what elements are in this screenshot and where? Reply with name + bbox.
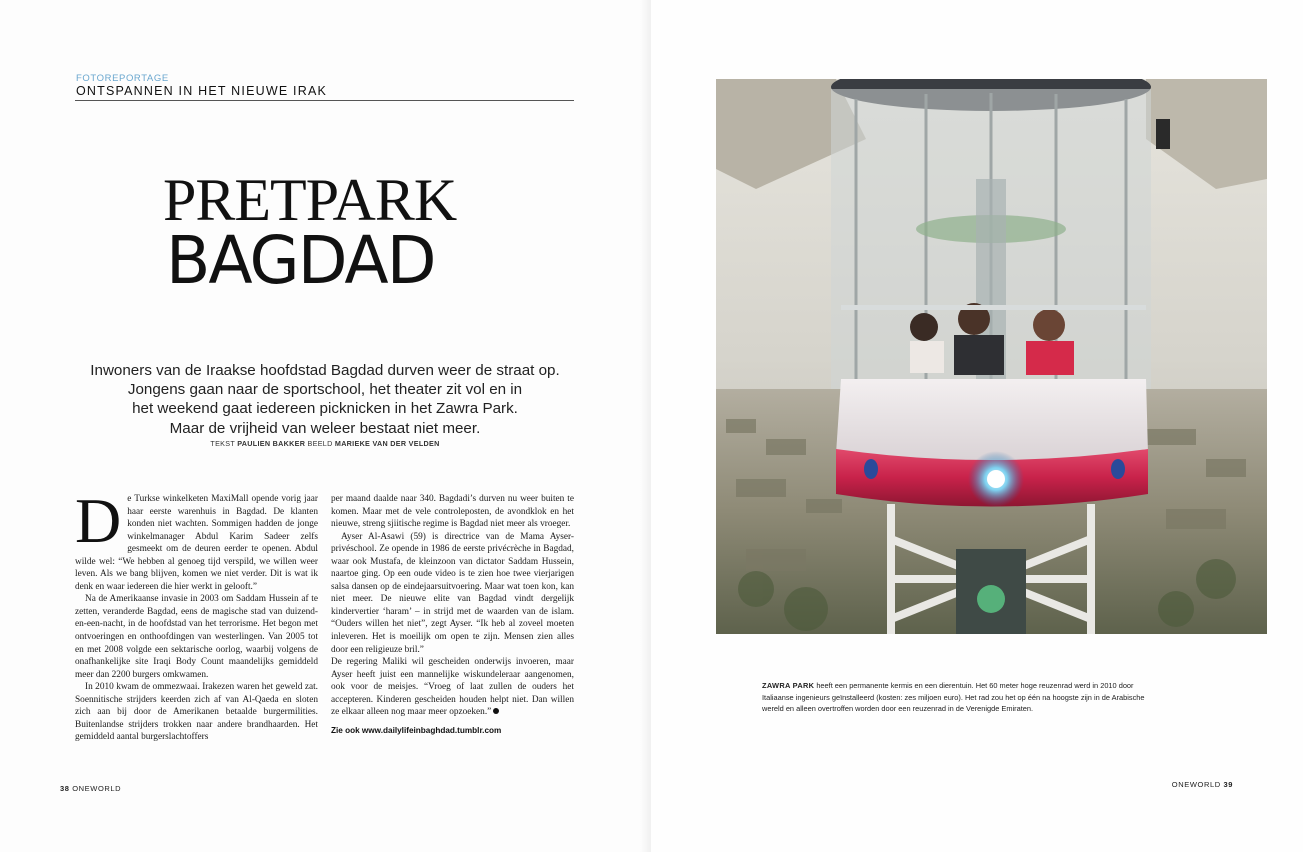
lead-paragraph bbox=[60, 361, 590, 438]
headline-line-2: BAGDAD bbox=[166, 222, 435, 299]
paragraph-text: De regering Maliki wil gescheiden onderwijs invoeren, maar Ayser heeft juist een mannelijke wiskundeleraar aangenomen, ook voor de meisjes. “Vroeg of laat zullen de ouders het accepteren. Kinderen gescheiden houden helpt niet. Dan willen ze elkaar alleen nog maar meer opzoeken.” bbox=[331, 657, 574, 718]
drop-cap: D bbox=[75, 485, 122, 556]
ferris-wheel-photo bbox=[716, 79, 1267, 634]
kicker: FOTOREPORTAGE bbox=[76, 73, 169, 84]
folio-left bbox=[60, 784, 121, 793]
magazine-name: ONEWORLD bbox=[72, 784, 122, 793]
paragraph: In 2010 kwam de ommezwaai. Irakezen waren het geweld zat. Soennitische strijders keerden zich af van Al-Qaeda en sloten zich aan bij door de Amerikanen betaalde burgermilities. Buitenlandse strijders trokken naar andere brandhaarden. Het gemiddeld aantal burgerslachtoffers bbox=[75, 682, 318, 743]
lead-line: Jongens gaan naar de sportschool, het theater zit vol en in bbox=[127, 381, 523, 399]
magazine-name: ONEWORLD bbox=[1171, 780, 1221, 789]
lead-line: Maar de vrijheid van weleer bestaat niet meer. bbox=[169, 419, 481, 437]
body-column-1 bbox=[75, 485, 318, 744]
paragraph: per maand daalde naar 340. Bagdadi’s durven nu weer buiten te komen. Maar met de vele controleposten, de avondklok en het nieuwe, streng sjiitische regime is Bagdad niet meer als vroeger. bbox=[331, 494, 574, 530]
paragraph bbox=[331, 656, 574, 719]
author: PAULIEN BAKKER bbox=[237, 439, 306, 448]
paragraph bbox=[75, 485, 318, 593]
image-label: BEELD bbox=[307, 439, 333, 448]
paragraph: Na de Amerikaanse invasie in 2003 om Saddam Hussein af te zetten, veranderde Bagdad, eens de magische stad van duizend-en-een-nacht, in de hoofdstad van het terrorisme. Het begon met ontvoeringen en onthoofdingen van westerlingen. Van 2005 tot en met 2008 volgde een sektarische oorlog, waarbij volgens de onafhankelijke site Iraqi Body Count maandelijks gemiddeld meer dan 2200 burgers omkwamen. bbox=[75, 594, 318, 680]
caption-label: ZAWRA PARK bbox=[762, 681, 815, 690]
headline-line-1: PRETPARK bbox=[163, 167, 457, 233]
lead-line: het weekend gaat iedereen picknicken in het Zawra Park. bbox=[132, 400, 518, 418]
text-label: TEKST bbox=[210, 439, 235, 448]
lead-line: Inwoners van de Iraakse hoofdstad Bagdad durven weer de straat op. bbox=[90, 362, 560, 379]
caption-text: heeft een permanente kermis en een dierentuin. Het 60 meter hoge reuzenrad werd in 2010 door Italiaanse ingenieurs geïnstalleerd (kosten: zes miljoen euro). Het rad zou het op één na hoogste zijn in de Arabische wereld en alleen overtroffen worden door een reuzenrad in de Verenigde Emiraten. bbox=[762, 681, 1145, 714]
photographer: MARIEKE VAN DER VELDEN bbox=[334, 439, 440, 448]
end-mark-icon bbox=[493, 708, 499, 714]
body-column-2 bbox=[331, 493, 574, 737]
photo-caption bbox=[762, 680, 1150, 715]
page-number: 39 bbox=[1223, 780, 1233, 789]
paragraph: Ayser Al-Asawi (59) is directrice van de Mama Ayser-privéschool. Ze opende in 1986 de eerste privécrèche in Bagdad, waar ook Mustafa, de kleinzoon van dictator Saddam Hussein, naartoe ging. Op een oude video is te zien hoe twee vierjarigen salsa dansen op de eindejaarsuitvoering. Maar wat toen kon, kan niet meer. De nieuwe elite van Bagdad vindt dergelijk kindervertier ‘haram’ – in strijd met de waarden van de islam. “Ouders willen het niet”, zegt Ayser. “Ik heb al zoveel moeten inleveren. Het is moeilijk om open te zijn. Mensen zien alles door een religieuze bril.” bbox=[331, 531, 574, 655]
section-title: ONTSPANNEN IN HET NIEUWE IRAK bbox=[76, 84, 328, 98]
folio-right bbox=[1172, 780, 1233, 789]
paragraph-text: e Turkse winkelketen MaxiMall opende vorig jaar haar eerste warenhuis in Bagdad. De klanten konden niet wachten. Sommigen hadden de jonge winkelmanager Abdul Karim Sadeer zelfs gesmeekt om de deuren eerder te openen. Abdul wilde wel: “We hebben al genoeg tijd verspild, we willen weer leven. Als we bang blijven, komen we niet verder. Dit is wat ik denk en waar iedereen die hier werkt in gelooft.” bbox=[75, 494, 318, 592]
left-page bbox=[0, 0, 651, 852]
see-also-link[interactable]: Zie ook www.dailylifeinbaghdad.tumblr.com bbox=[331, 725, 502, 735]
header-rule bbox=[75, 100, 574, 101]
photo-illustration bbox=[716, 79, 1267, 634]
byline bbox=[60, 439, 590, 448]
page-number: 38 bbox=[60, 784, 70, 793]
